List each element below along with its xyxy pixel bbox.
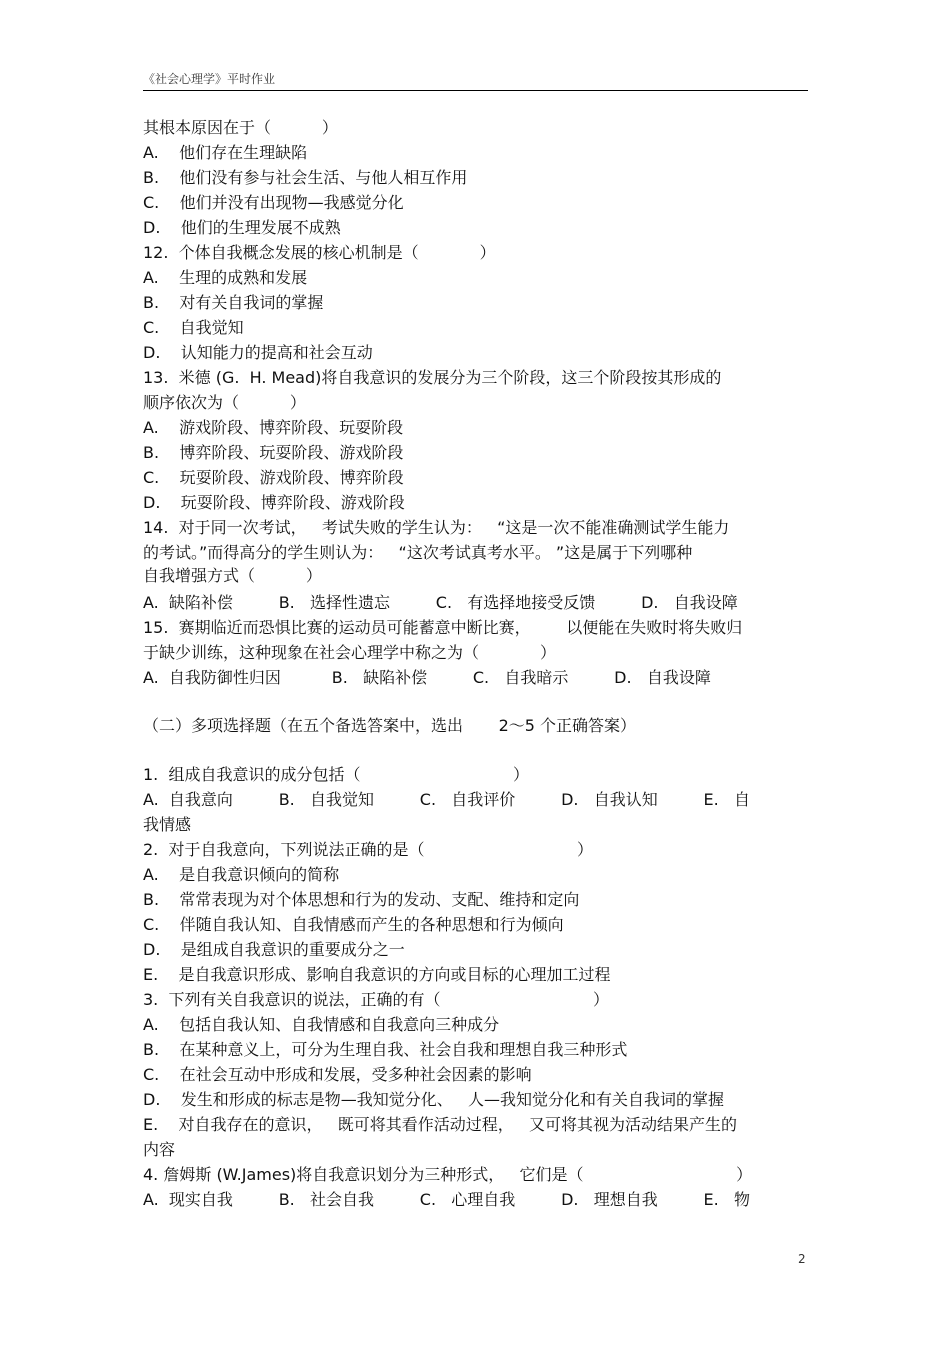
text-line: D. 是组成自我意识的重要成分之一 xyxy=(143,940,405,959)
text-line: 12. 个体自我概念发展的核心机制是（ ） xyxy=(143,243,496,262)
text-line: C. 伴随自我认知、自我情感而产生的各种思想和行为倾向 xyxy=(143,915,564,934)
text-line: B. 在某种意义上，可分为生理自我、社会自我和理想自我三种形式 xyxy=(143,1040,628,1059)
text-line: A. 缺陷补偿 B. 选择性遗忘 C. 有选择地接受反馈 D. 自我设障 xyxy=(143,593,738,612)
text-line: 14. 对于同一次考试， 考试失败的学生认为： “这是一次不能准确测试学生能力 xyxy=(143,518,730,537)
text-line: B. 常常表现为对个体思想和行为的发动、支配、维持和定向 xyxy=(143,890,580,909)
text-line: C. 在社会互动中形成和发展，受多种社会因素的影响 xyxy=(143,1065,532,1084)
text-line: B. 博弈阶段、玩耍阶段、游戏阶段 xyxy=(143,443,404,462)
text-line: 1. 组成自我意识的成分包括（ ） xyxy=(143,765,530,784)
text-line: D. 玩耍阶段、博弈阶段、游戏阶段 xyxy=(143,493,405,512)
document-header: 《社会心理学》平时作业 xyxy=(143,72,276,86)
text-line: D. 认知能力的提高和社会互动 xyxy=(143,343,373,362)
text-line: A. 自我防御性归因 B. 缺陷补偿 C. 自我暗示 D. 自我设障 xyxy=(143,668,711,687)
text-line: C. 他们并没有出现物—我感觉分化 xyxy=(143,193,404,212)
text-line: D. 他们的生理发展不成熟 xyxy=(143,218,341,237)
text-line: C. 玩耍阶段、游戏阶段、博弈阶段 xyxy=(143,468,404,487)
text-line: 4. 詹姆斯 (W.James)将自我意识划分为三种形式， 它们是（ ） xyxy=(143,1165,753,1184)
text-line: A. 是自我意识倾向的简称 xyxy=(143,865,340,884)
text-line: 15. 赛期临近而恐惧比赛的运动员可能蓄意中断比赛， 以便能在失败时将失败归 xyxy=(143,618,743,637)
text-line: 13. 米德 (G. H. Mead)将自我意识的发展分为三个阶段，这三个阶段按其形成的 xyxy=(143,368,722,387)
text-line: E. 是自我意识形成、影响自我意识的方向或目标的心理加工过程 xyxy=(143,965,611,984)
text-line: A. 现实自我 B. 社会自我 C. 心理自我 D. 理想自我 E. 物 xyxy=(143,1190,750,1209)
page-number: 2 xyxy=(798,1252,806,1266)
text-line: C. 自我觉知 xyxy=(143,318,244,337)
text-line: 顺序依次为（ ） xyxy=(143,393,306,412)
text-line: A. 自我意向 B. 自我觉知 C. 自我评价 D. 自我认知 E. 自 xyxy=(143,790,750,809)
text-line: A. 他们存在生理缺陷 xyxy=(143,143,308,162)
text-line: 的考试。”而得高分的学生则认为： “这次考试真考水平。 ”这是属于下列哪种 xyxy=(143,543,693,562)
text-line: 其根本原因在于（ ） xyxy=(143,118,338,137)
text-line: 内容 xyxy=(143,1140,176,1159)
text-line: A. 包括自我认知、自我情感和自我意向三种成分 xyxy=(143,1015,500,1034)
text-line: 3. 下列有关自我意识的说法，正确的有（ ） xyxy=(143,990,610,1009)
text-line: A. 游戏阶段、博弈阶段、玩耍阶段 xyxy=(143,418,404,437)
text-line: 我情感 xyxy=(143,815,192,834)
text-line: D. 发生和形成的标志是物—我知觉分化、 人—我知觉分化和有关自我词的掌握 xyxy=(143,1090,725,1109)
text-line: E. 对自我存在的意识， 既可将其看作活动过程， 又可将其视为活动结果产生的 xyxy=(143,1115,738,1134)
text-line: B. 对有关自我词的掌握 xyxy=(143,293,324,312)
text-line: A. 生理的成熟和发展 xyxy=(143,268,308,287)
text-line: 于缺少训练，这种现象在社会心理学中称之为（ ） xyxy=(143,643,557,662)
text-line: 自我增强方式（ ） xyxy=(143,566,322,585)
text-line: （二）多项选择题（在五个备选答案中，选出 2～5 个正确答案） xyxy=(143,716,637,735)
text-line: B. 他们没有参与社会生活、与他人相互作用 xyxy=(143,168,468,187)
text-line: 2. 对于自我意向，下列说法正确的是（ ） xyxy=(143,840,594,859)
header-rule xyxy=(143,90,808,91)
